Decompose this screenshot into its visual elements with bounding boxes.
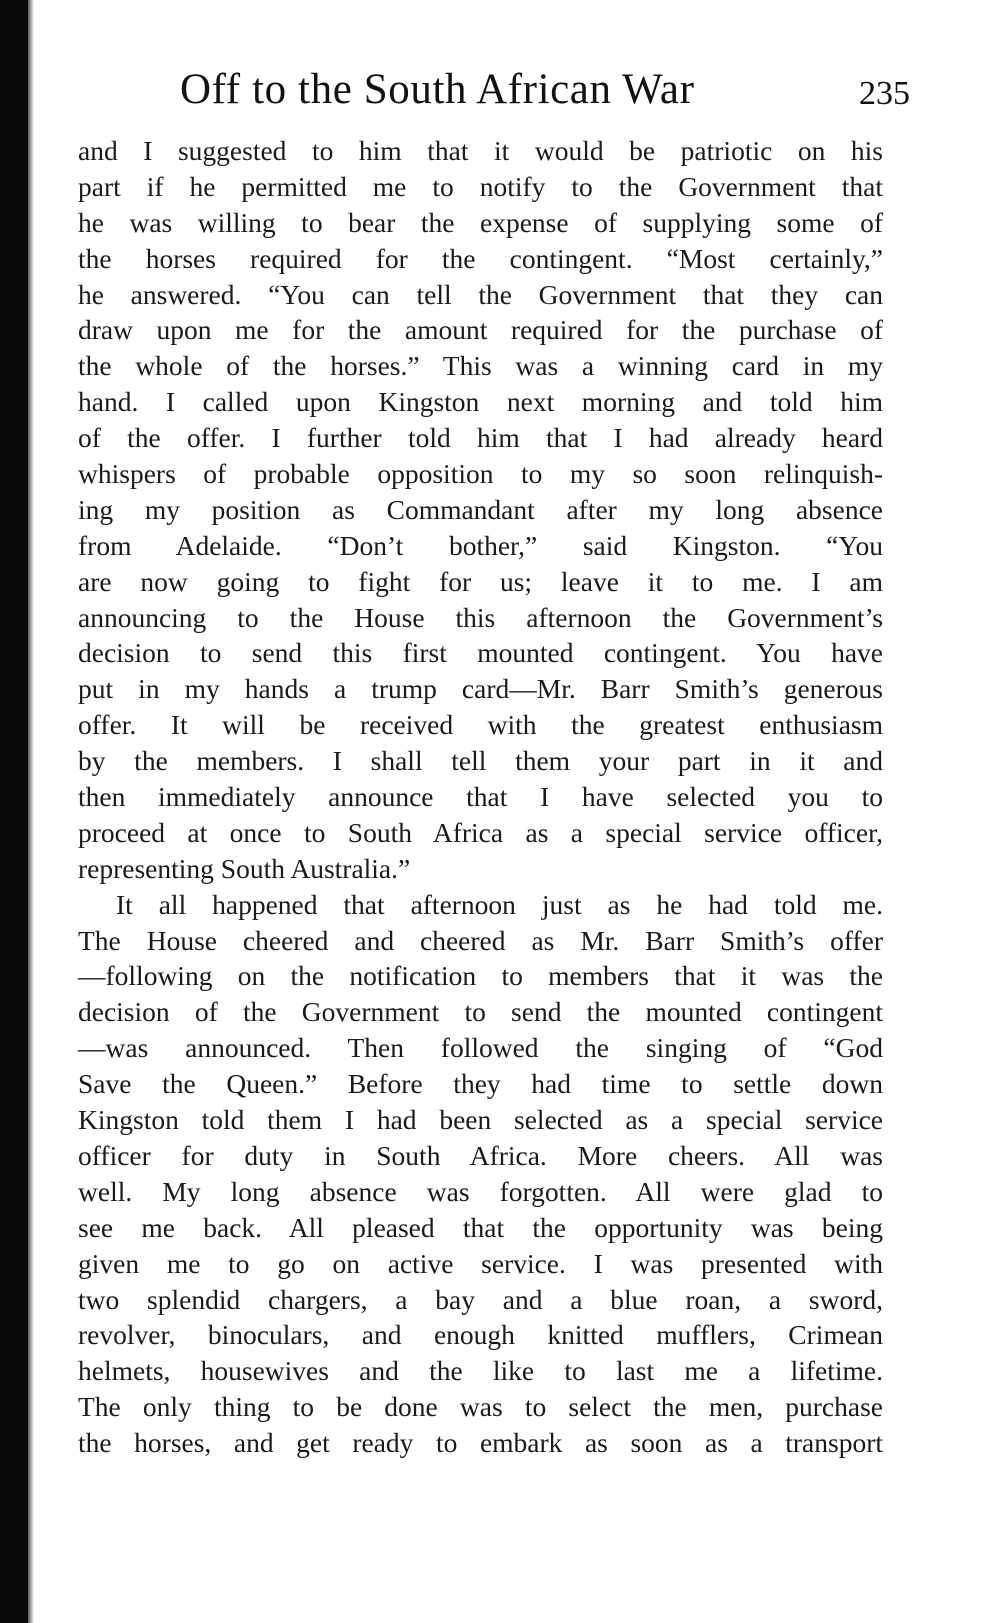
text-line: whispers of probable opposition to my so soon relinquish-: [78, 458, 883, 490]
text-line: put in my hands a trump card—Mr. Barr Smith’s generous: [78, 673, 883, 705]
text-line: see me back. All pleased that the opportunity was being: [78, 1211, 883, 1243]
text-line: —following on the notification to members that it was the: [78, 960, 883, 992]
text-line: The only thing to be done was to select the men, purchase: [78, 1391, 883, 1423]
text-line: well. My long absence was forgotten. All were glad to: [78, 1175, 883, 1207]
binding-edge-shadow: [28, 0, 34, 1623]
text-line: announcing to the House this afternoon the Government’s: [78, 601, 883, 633]
binding-edge: [0, 0, 28, 1623]
text-line: hand. I called upon Kingston next morning and told him: [78, 386, 883, 418]
text-line: of the offer. I further told him that I had already heard: [78, 422, 883, 454]
text-line: then immediately announce that I have selected you to: [78, 781, 883, 813]
text-line: the horses, and get ready to embark as soon as a transport: [78, 1427, 883, 1459]
text-line: he answered. “You can tell the Government that they can: [78, 278, 883, 310]
text-line: officer for duty in South Africa. More cheers. All was: [78, 1139, 883, 1171]
text-line: ing my position as Commandant after my long absence: [78, 493, 883, 525]
page-number: 235: [859, 75, 910, 112]
body-text: [78, 133, 883, 1461]
text-line: the horses required for the contingent. “Most certainly,”: [78, 242, 883, 274]
text-line: —was announced. Then followed the singing of “God: [78, 1032, 883, 1064]
text-line: from Adelaide. “Don’t bother,” said Kingston. “You: [78, 529, 883, 561]
text-line: The House cheered and cheered as Mr. Barr Smith’s offer: [78, 924, 883, 956]
text-line: decision to send this first mounted contingent. You have: [78, 637, 883, 669]
text-line: by the members. I shall tell them your part in it and: [78, 745, 883, 777]
text-line: the whole of the horses.” This was a winning card in my: [78, 350, 883, 382]
paragraph-end-line: representing South Australia.”: [78, 852, 411, 884]
text-line: part if he permitted me to notify to the Government that: [78, 170, 883, 202]
text-line: and I suggested to him that it would be patriotic on his: [78, 135, 883, 166]
text-line: are now going to fight for us; leave it to me. I am: [78, 565, 883, 597]
text-line: two splendid chargers, a bay and a blue roan, a sword,: [78, 1283, 883, 1315]
text-line: helmets, housewives and the like to last me a lifetime.: [78, 1355, 883, 1387]
text-line: revolver, binoculars, and enough knitted mufflers, Crimean: [78, 1319, 883, 1351]
paragraph-start-line: It all happened that afternoon just as he had told me.: [116, 888, 883, 920]
text-line: Kingston told them I had been selected as a special service: [78, 1104, 883, 1136]
text-line: he was willing to bear the expense of supplying some of: [78, 206, 883, 238]
text-line: Save the Queen.” Before they had time to settle down: [78, 1068, 883, 1100]
text-line: proceed at once to South Africa as a special service officer,: [78, 816, 883, 848]
page-header: [180, 58, 910, 128]
text-line: given me to go on active service. I was presented with: [78, 1247, 883, 1279]
text-line: draw upon me for the amount required for the purchase of: [78, 314, 883, 346]
text-line: decision of the Government to send the mounted contingent: [78, 996, 883, 1028]
running-title: Off to the South African War: [180, 66, 695, 113]
text-line: offer. It will be received with the greatest enthusiasm: [78, 709, 883, 741]
